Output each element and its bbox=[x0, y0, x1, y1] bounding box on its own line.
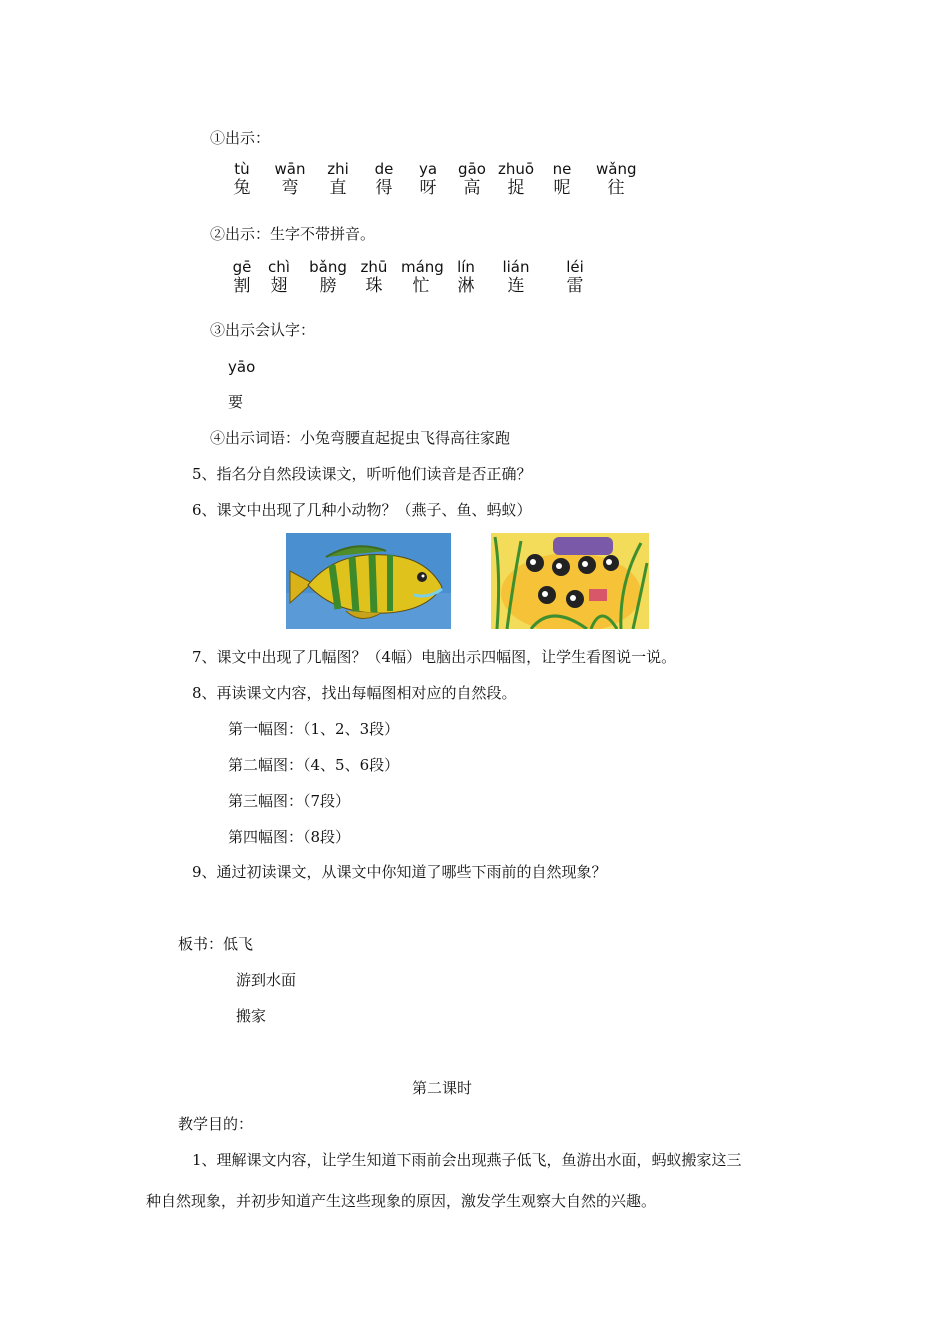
ant-svg bbox=[491, 533, 649, 629]
pinyin-cell: gē 割 bbox=[232, 258, 252, 296]
section-title: 第二课时 bbox=[412, 1079, 473, 1097]
goal-label: 教学目的： bbox=[178, 1115, 254, 1133]
board-label: 板书：低飞 bbox=[178, 935, 254, 953]
show-1-label: ①出示： bbox=[210, 129, 271, 147]
show-2-label: ②出示：生字不带拼音。 bbox=[210, 225, 376, 243]
pinyin-cell: léi 雷 bbox=[566, 258, 584, 296]
picture-2-paragraphs: 第二幅图：（4、5、6段） bbox=[228, 756, 400, 774]
pinyin-cell: de 得 bbox=[374, 160, 394, 198]
picture-1-paragraphs: 第一幅图：（1、2、3段） bbox=[228, 720, 400, 738]
pinyin-cell: bǎng 膀 bbox=[309, 258, 347, 296]
question-6: 6、课文中出现了几种小动物？（燕子、鱼、蚂蚁） bbox=[192, 501, 532, 519]
pinyin-cell: ya 呀 bbox=[418, 160, 438, 198]
picture-4-paragraphs: 第四幅图：（8段） bbox=[228, 828, 351, 846]
yao-char: 要 bbox=[228, 393, 244, 411]
board-item-3: 搬家 bbox=[236, 1007, 267, 1025]
pinyin-cell: wān 弯 bbox=[274, 160, 306, 198]
pinyin-cell: lín 淋 bbox=[457, 258, 475, 296]
goal-1-line-1: 1、理解课文内容，让学生知道下雨前会出现燕子低飞，鱼游出水面，蚂蚁搬家这三 bbox=[192, 1151, 742, 1169]
yao-pinyin: yāo bbox=[228, 358, 256, 376]
pinyin-cell: máng 忙 bbox=[401, 258, 444, 296]
pinyin-cell: zhuō 捉 bbox=[497, 160, 535, 198]
question-5: 5、指名分自然段读课文，听听他们读音是否正确？ bbox=[192, 465, 532, 483]
pinyin-cell: lián 连 bbox=[502, 258, 530, 296]
pinyin-cell: zhi 直 bbox=[327, 160, 349, 198]
pinyin-row-1 bbox=[0, 160, 950, 204]
goal-1-line-2: 种自然现象，并初步知道产生这些现象的原因，激发学生观察大自然的兴趣。 bbox=[146, 1192, 657, 1210]
picture-3-paragraphs: 第三幅图：（7段） bbox=[228, 792, 351, 810]
pinyin-cell: tù 兔 bbox=[233, 160, 251, 198]
question-7: 7、课文中出现了几幅图？（4幅）电脑出示四幅图，让学生看图说一说。 bbox=[192, 648, 677, 666]
pinyin-cell: zhū 珠 bbox=[360, 258, 388, 296]
pinyin-cell: ne 呢 bbox=[552, 160, 572, 198]
pinyin-cell: gāo 高 bbox=[458, 160, 486, 198]
show-3-label: ③出示会认字： bbox=[210, 321, 316, 339]
show-4-words: ④出示词语：小兔弯腰直起捉虫飞得高往家跑 bbox=[210, 429, 511, 447]
fish-illustration bbox=[286, 533, 451, 629]
pinyin-cell: wǎng 往 bbox=[596, 160, 637, 198]
ant-illustration bbox=[491, 533, 649, 629]
fish-svg bbox=[286, 533, 451, 629]
question-8: 8、再读课文内容，找出每幅图相对应的自然段。 bbox=[192, 684, 517, 702]
board-item-2: 游到水面 bbox=[236, 971, 297, 989]
pinyin-cell: chì 翅 bbox=[268, 258, 290, 296]
pinyin-row-2 bbox=[0, 258, 950, 302]
question-9: 9、通过初读课文，从课文中你知道了哪些下雨前的自然现象？ bbox=[192, 863, 607, 881]
